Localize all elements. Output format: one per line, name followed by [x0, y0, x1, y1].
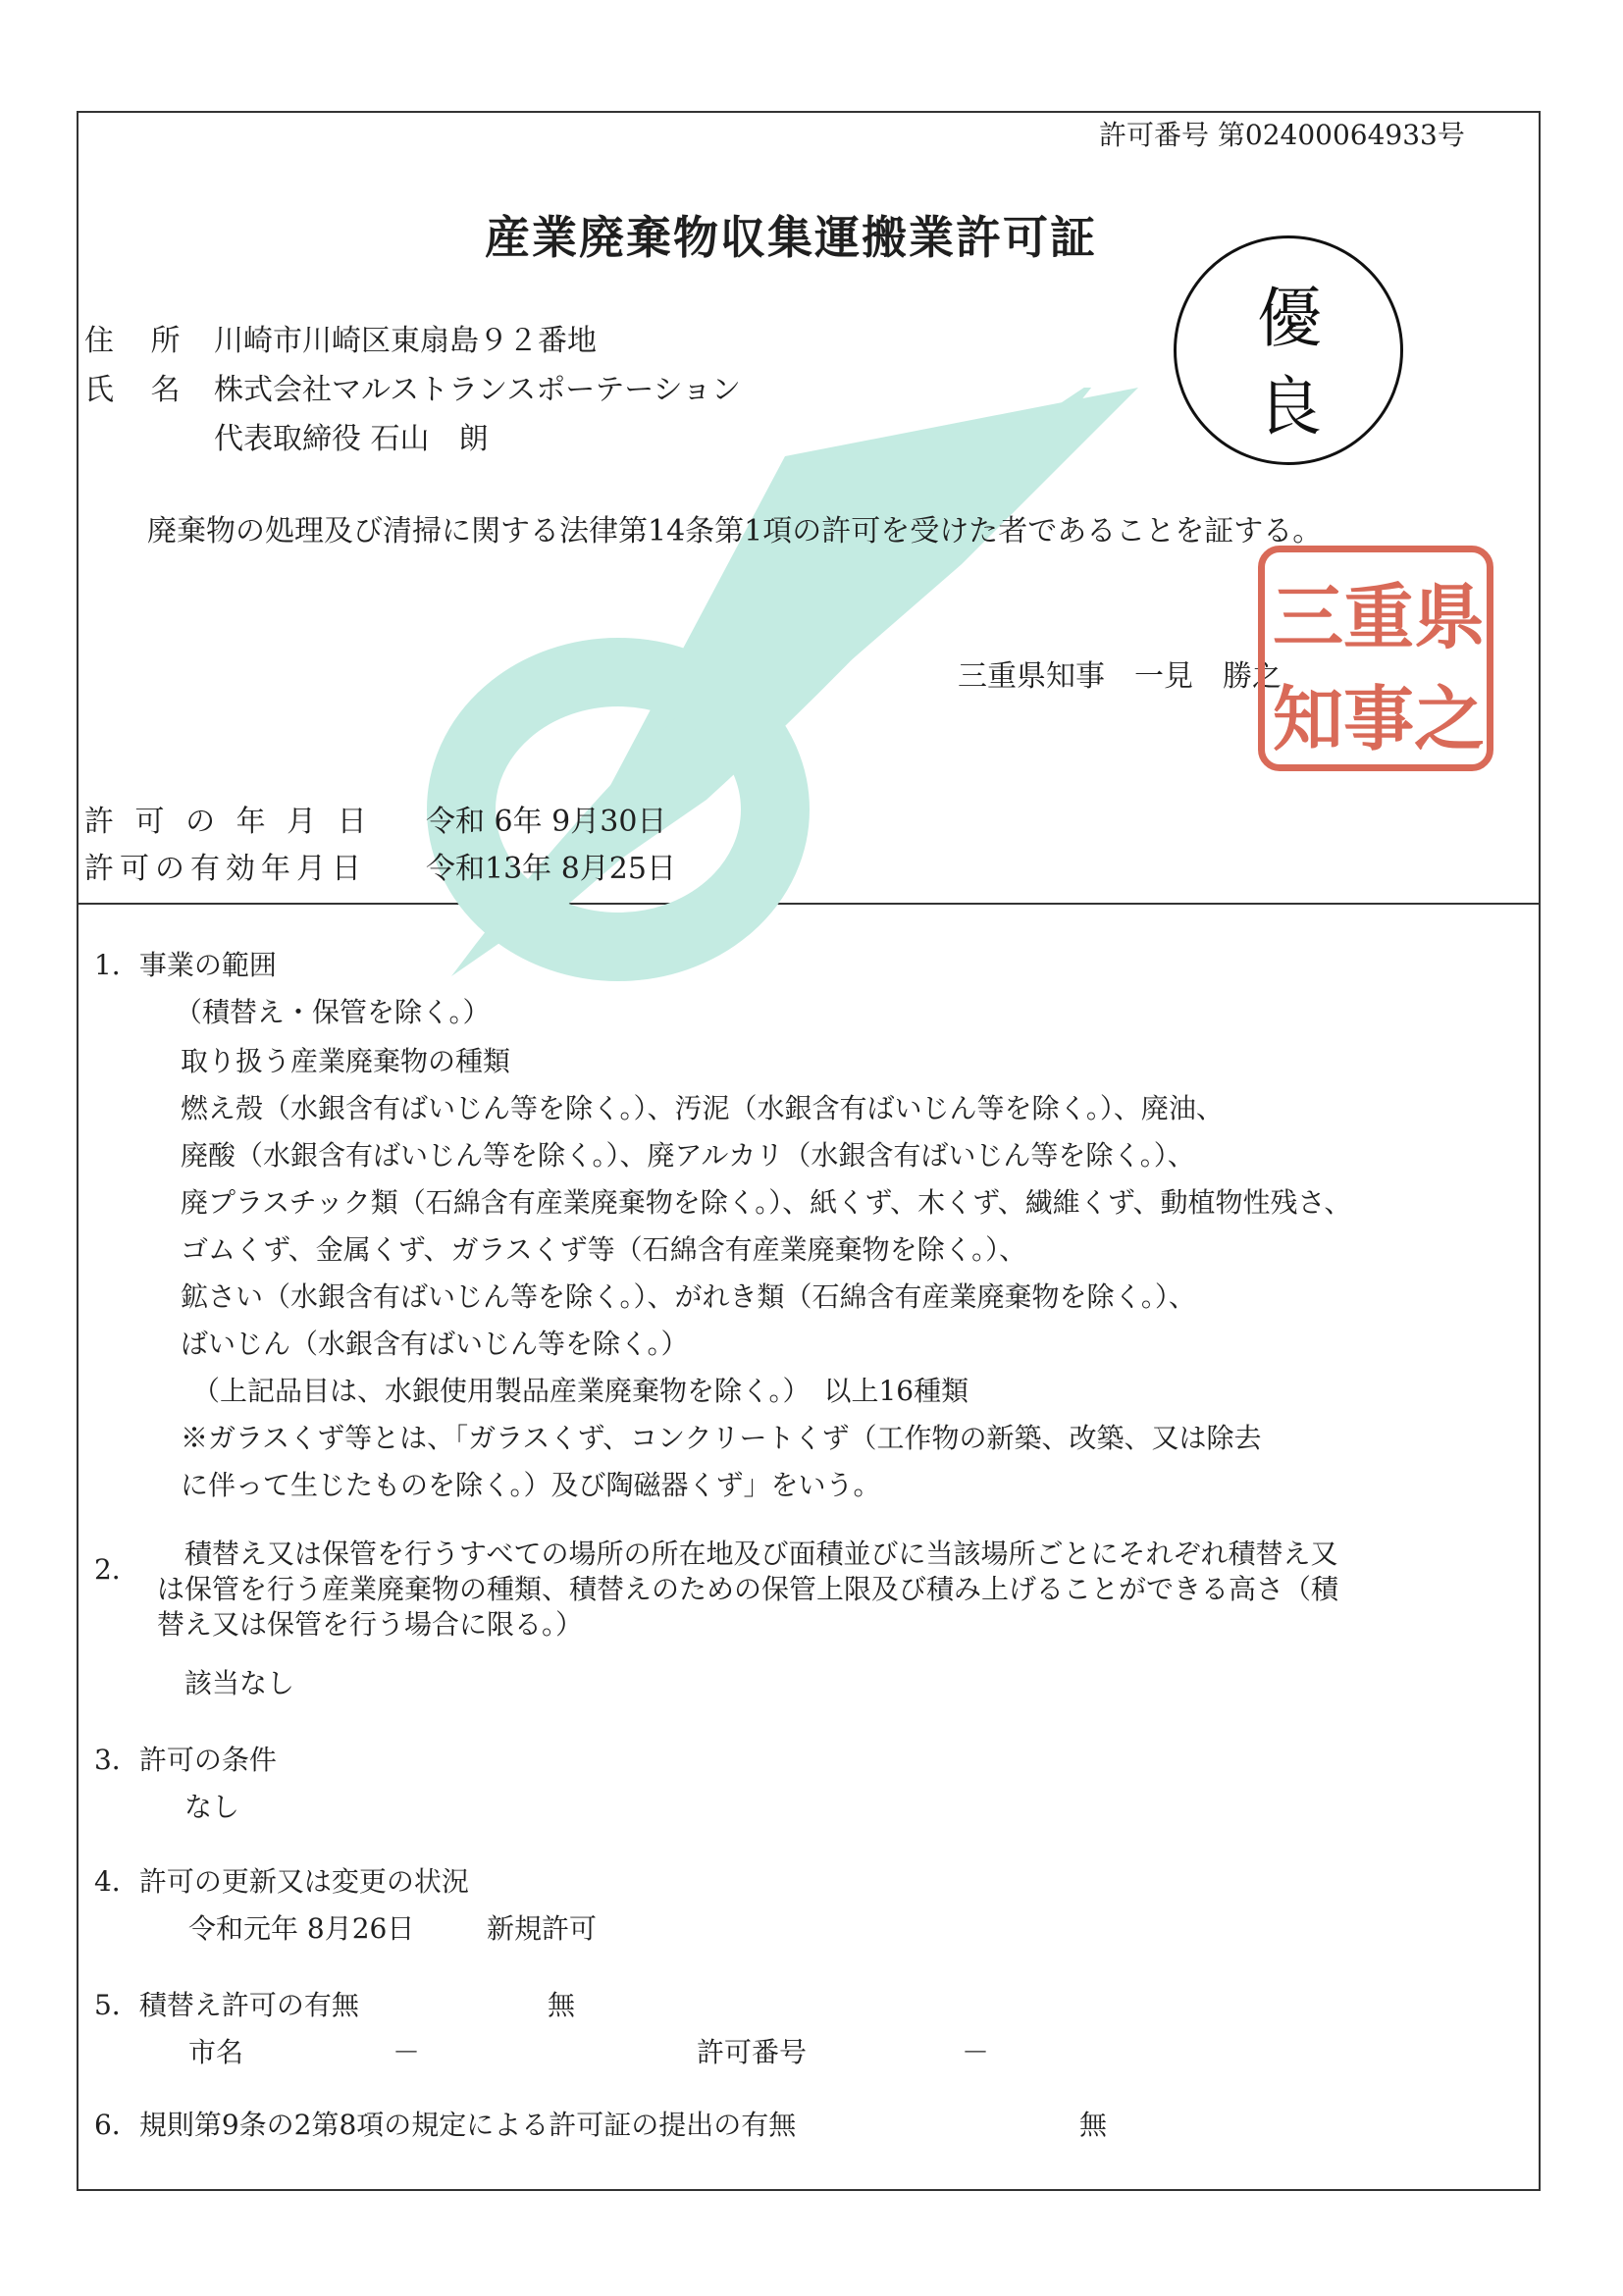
section-1-note: （積替え・保管を除く。）	[175, 996, 491, 1028]
section-1-heading: 1．事業の範囲	[94, 949, 277, 981]
section-3-value: なし	[184, 1791, 240, 1823]
section-5-city-label: 市名	[188, 2036, 244, 2068]
permit-date-value: 令和 6年 9月30日	[426, 805, 667, 839]
rating-seal-char-2: 良	[1257, 369, 1322, 444]
name-label: 氏 名	[84, 373, 194, 407]
expiry-date-label: 許可の有効年月日	[84, 852, 367, 886]
company-name: 株式会社マルストランスポーテーション	[214, 373, 741, 407]
section-1-footnote: に伴って生じたものを除く。）及び陶磁器くず」をいう。	[181, 1469, 881, 1501]
section-3-heading: 3．許可の条件	[94, 1744, 277, 1776]
certification-text: 廃棄物の処理及び清掃に関する法律第14条第1項の許可を受けた者であることを証する。	[147, 514, 1323, 548]
section-2-text: 替え又は保管を行う場合に限る。）	[157, 1608, 584, 1641]
section-6-heading: 6．規則第9条の2第8項の規定による許可証の提出の有無	[94, 2109, 797, 2141]
section-5-city-value: －	[393, 2036, 421, 2068]
section-4-date: 令和元年 8月26日	[188, 1912, 415, 1945]
waste-type-line: 燃え殻（水銀含有ばいじん等を除く。）、汚泥（水銀含有ばいじん等を除く。）、廃油、	[181, 1092, 1224, 1124]
permit-date-label: 許 可 の 年 月 日	[84, 805, 373, 839]
stamp-char-ju: 重	[1343, 575, 1415, 658]
section-1-footnote: ※ガラスくず等とは、「ガラスくず、コンクリートくず（工作物の新築、改築、又は除去	[181, 1422, 1262, 1454]
section-4-status: 新規許可	[487, 1912, 598, 1945]
section-2-text: は保管を行う産業廃棄物の種類、積替えのための保管上限及び積み上げることができる高さ（積	[157, 1573, 1339, 1605]
certificate-title: 産業廃棄物収集運搬業許可証	[485, 211, 1097, 264]
rating-seal	[1174, 235, 1403, 465]
section-1-types-heading: 取り扱う産業廃棄物の種類	[181, 1045, 511, 1077]
waste-type-line: 鉱さい（水銀含有ばいじん等を除く。）、がれき類（石綿含有産業廃棄物を除く。）、	[181, 1280, 1196, 1313]
section-2-value: 該当なし	[184, 1667, 295, 1699]
stamp-char-mi: 三	[1273, 575, 1344, 658]
section-2-number: 2．	[94, 1553, 139, 1586]
section-5-permit-label: 許可番号	[697, 2036, 808, 2068]
stamp-char-ken: 県	[1414, 575, 1486, 658]
stamp-char-koto: 事	[1343, 677, 1415, 760]
waste-type-line: ばいじん（水銀含有ばいじん等を除く。）	[181, 1328, 689, 1360]
stamp-char-chi: 知	[1273, 677, 1344, 760]
rating-seal-char-1: 優	[1257, 281, 1322, 356]
stamp-char-no: 之	[1414, 677, 1486, 760]
waste-type-line: 廃酸（水銀含有ばいじん等を除く。）、廃アルカリ（水銀含有ばいじん等を除く。）、	[181, 1139, 1195, 1172]
official-stamp	[1258, 546, 1493, 771]
permit-number: 許可番号 第02400064933号	[1099, 119, 1465, 151]
section-5-value: 無	[548, 1989, 576, 2021]
expiry-date-value: 令和13年 8月25日	[426, 852, 676, 886]
address-value: 川崎市川崎区東扇島９２番地	[214, 324, 597, 358]
section-6-value: 無	[1079, 2109, 1108, 2141]
waste-type-line: ゴムくず、金属くず、ガラスくず等（石綿含有産業廃棄物を除く。）、	[181, 1233, 1027, 1266]
section-5-heading: 5．積替え許可の有無	[94, 1989, 359, 2021]
section-5-permit-value: －	[962, 2036, 990, 2068]
representative-name: 代表取締役 石山 朗	[214, 422, 489, 456]
waste-type-line: 廃プラスチック類（石綿含有産業廃棄物を除く。）、紙くず、木くず、繊維くず、動植物性残さ、	[181, 1186, 1352, 1219]
waste-type-summary: （上記品目は、水銀使用製品産業廃棄物を除く。） 以上16種類	[192, 1375, 969, 1407]
issuer-name: 三重県知事 一見 勝之	[958, 659, 1282, 694]
section-4-heading: 4．許可の更新又は変更の状況	[94, 1865, 469, 1898]
address-label: 住 所	[84, 324, 194, 358]
section-2-text: 積替え又は保管を行うすべての場所の所在地及び面積並びに当該場所ごとにそれぞれ積替え又	[184, 1538, 1338, 1570]
